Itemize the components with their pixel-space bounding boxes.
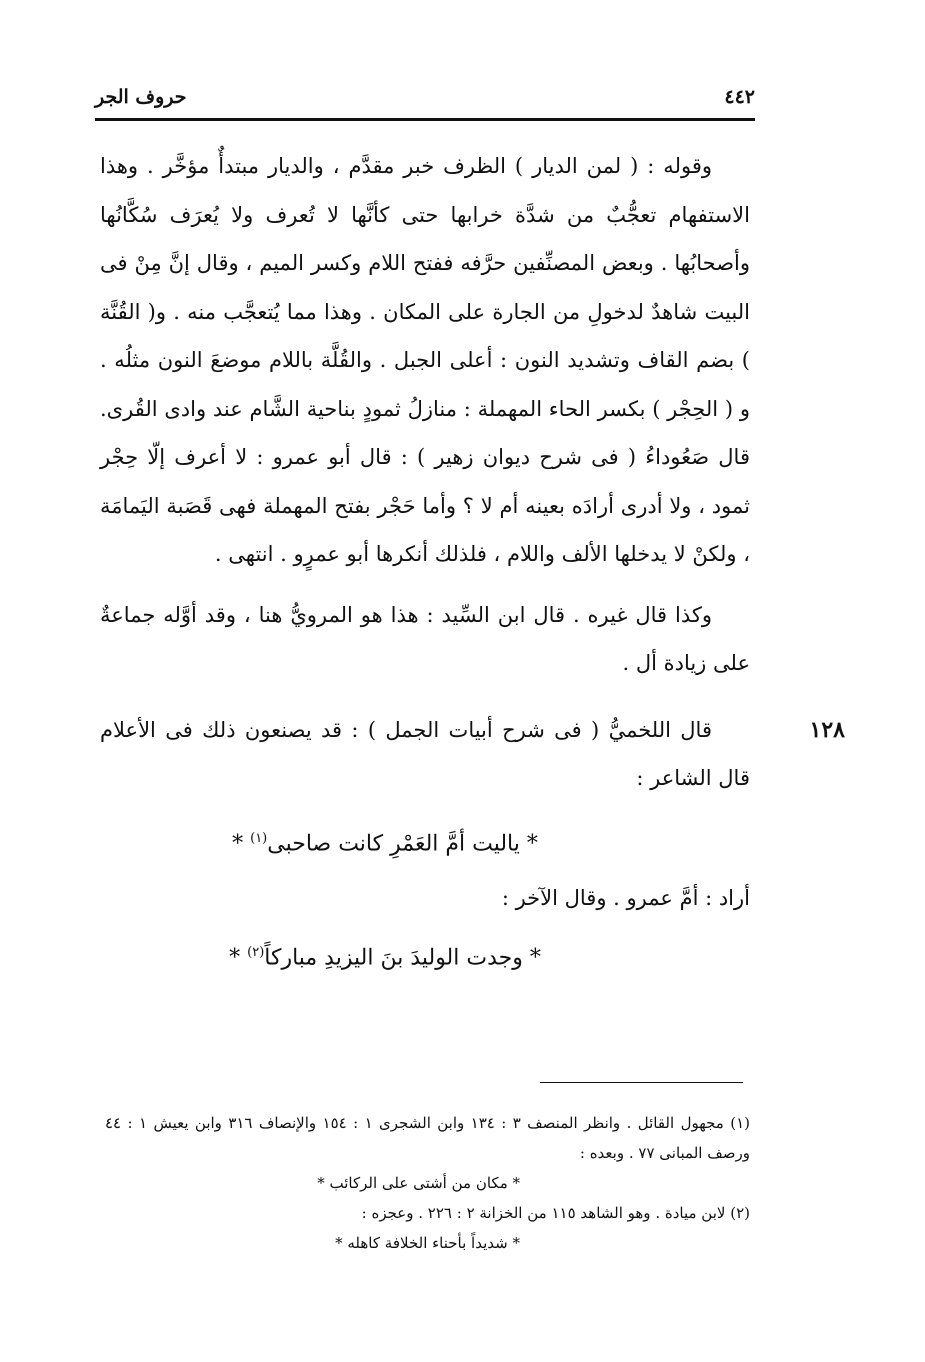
footnote-rule <box>540 1082 743 1083</box>
line-after-verse-1: أراد : أمَّ عمرو . وقال الآخر : <box>501 886 750 911</box>
verse-2-text: * وجدت الوليدَ بنَ اليزيدِ مباركاً <box>264 945 541 971</box>
page-header <box>95 86 755 116</box>
paragraph-2: وكذا قال غيره . قال ابن السِّيد : هذا هو المرويُّ هنا ، وقد أوَّله جماعةٌ على زيادة أل . <box>100 602 750 675</box>
verse-1 <box>100 815 750 869</box>
footnote-ref-1: (١) <box>250 830 268 846</box>
footnote-2-verse: * شديداً بأحناء الخلافة كاهله * <box>335 1234 520 1252</box>
section-number: ١٢٨ <box>809 716 845 743</box>
footnote-2: (٢) لابن ميادة . وهو الشاهد ١١٥ من الخزانة ٢ : ٢٢٦ . وعجزه : <box>361 1204 750 1222</box>
footnote-1: (١) مجهول القائل . وانظر المنصف ٣ : ١٣٤ وابن الشجرى ١ : ١٥٤ والإنصاف ٣١٦ وابن يعيش ١ : ٤٤ ورصف المبانى ٧٧ . وبعده : <box>105 1114 751 1162</box>
verse-2 <box>100 929 750 983</box>
footnote-ref-2: (٢) <box>247 944 265 960</box>
running-title: حروف الجر <box>95 86 187 108</box>
main-text <box>100 142 845 983</box>
footnotes <box>105 1108 750 1258</box>
verse-2-end: * <box>229 945 248 971</box>
paragraph-1: وقوله : ( لمن الديار ) الظرف خبر مقدَّم ، والديار مبتدأٌ مؤخَّر . وهذا الاستفهام تعجُّبٌ من شدَّة خرابها حتى كأنَّها لا تُعرف ولا يُعرَف سُكَّانُها وأصحابُها . وبعض المصنِّفين حرَّفه ففتح اللام وكسر الميم ، وقال إنَّ مِنْ فى البيت شاهدٌ لدخولِ من الجارة على المكان . وهذا مما يُتعجَّب منه . و( القُنَّة ) بضم القاف وتشديد النون : أعلى الجبل . والقُلَّة باللام موضعَ النون مثلُه . و ( الحِجْر ) بكسر الحاء المهملة : منازلُ ثمودٍ بناحية الشَّام عند وادى القُرى. قال صَعُوداءُ ( فى شرح ديوان زهير ) : قال أبو عمرو : لا أعرف إلّا حِجْر ثمود ، ولا أدرى أرادَه بعينه أم لا ؟ وأما حَجْر بفتح المهملة فهى قَصَبة اليَمامَة ، ولكنْ لا يدخلها الألف واللام ، فلذلك أنكرها أبو عمرٍو . انتهى . <box>100 154 750 566</box>
verse-1-end: * <box>232 830 251 856</box>
section-128 <box>100 706 845 803</box>
verse-1-text: * ياليت أمَّ العَمْرِ كانت صاحبى <box>267 830 538 856</box>
section-text: قال اللخميُّ ( فى شرح أبيات الجمل ) : قد يصنعون ذلك فى الأعلام قال الشاعر : <box>100 717 750 790</box>
footnote-1-verse: * مكان من أشتى على الركائب * <box>317 1174 520 1192</box>
header-rule <box>95 118 755 121</box>
page-number: ٤٤٢ <box>724 86 755 108</box>
